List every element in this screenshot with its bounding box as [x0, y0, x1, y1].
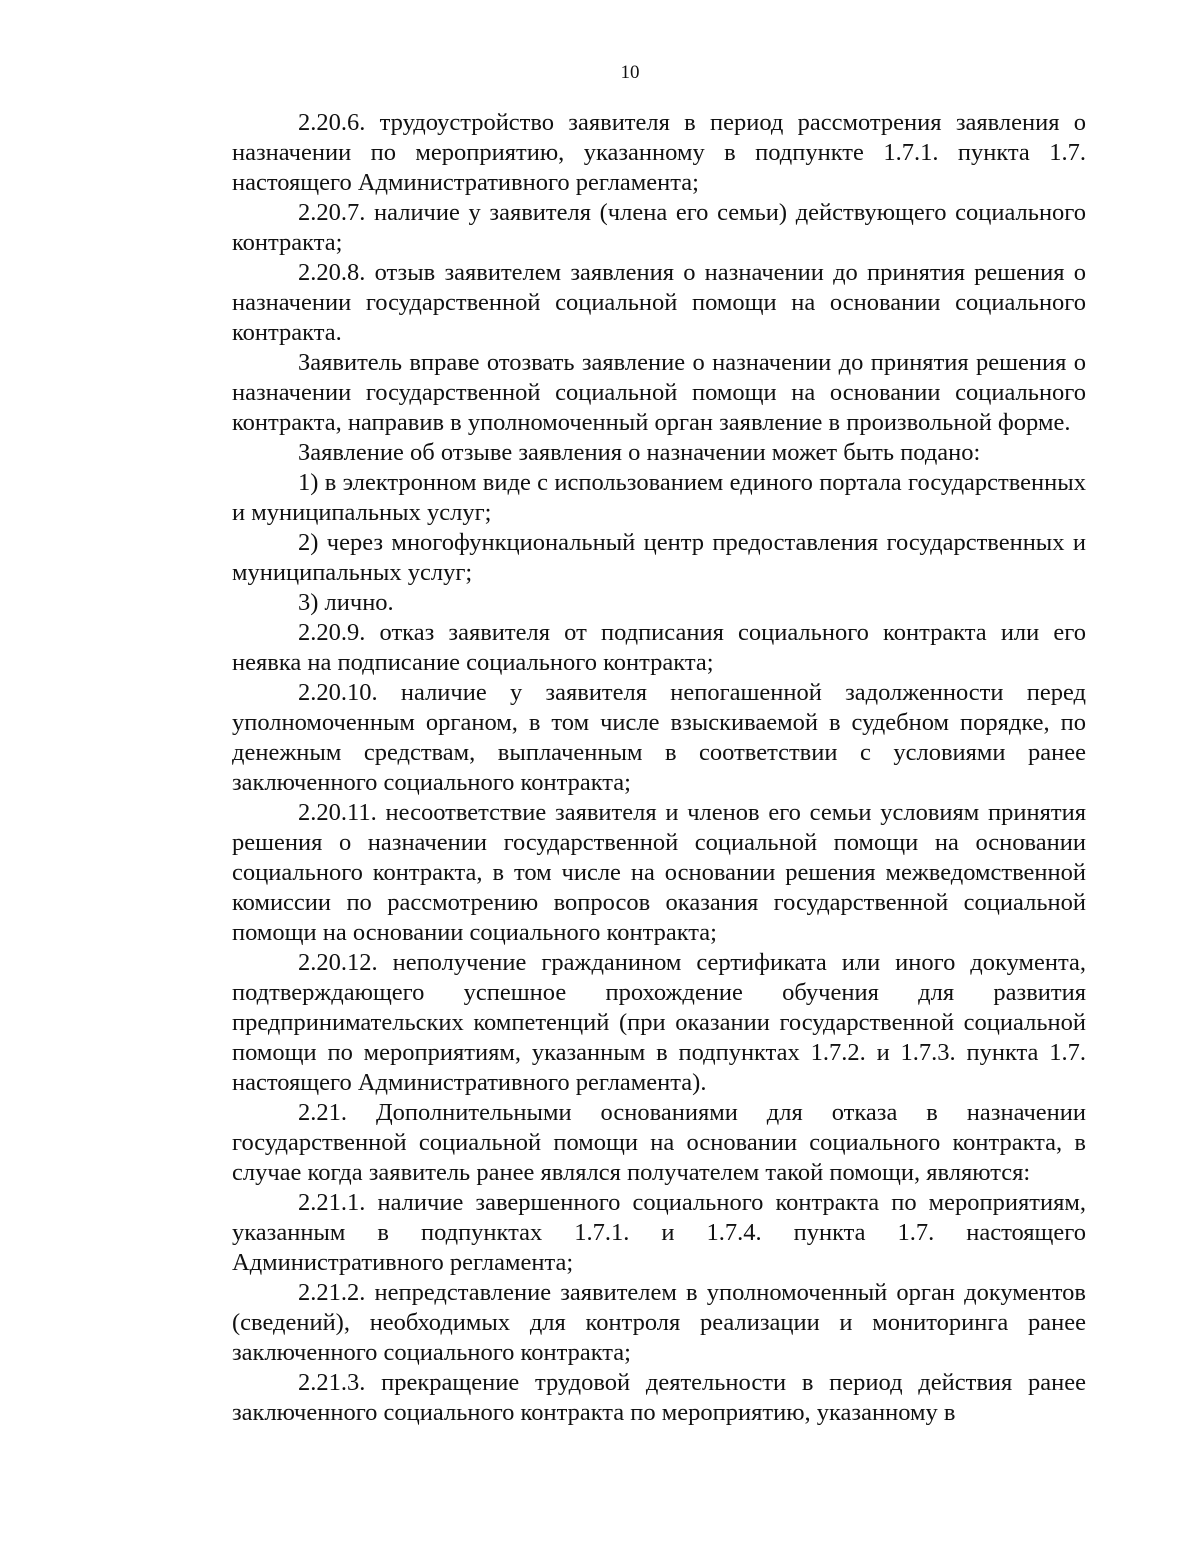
paragraph-2-20-12: 2.20.12. неполучение гражданином сертификата или иного документа, подтверждающего успешное прохождение обучения для развития предпринимательских компетенций (при оказании государственной социальной помощи по мероприятиям, указанным в подпунктах 1.7.2. и 1.7.3. пункта 1.7. настоящего Административного регламента).	[232, 949, 1086, 1096]
paragraph-2-21-3: 2.21.3. прекращение трудовой деятельности в период действия ранее заключенного социального контракта по мероприятию, указанному в	[232, 1369, 1086, 1426]
paragraph-2-20-7: 2.20.7. наличие у заявителя (члена его семьи) действующего социального контракта;	[232, 199, 1086, 256]
list-item-in-person: 3) лично.	[298, 589, 394, 616]
document-body	[232, 108, 1086, 1428]
paragraph-withdrawal-right: Заявитель вправе отозвать заявление о назначении до принятия решения о назначении государственной социальной помощи на основании социального контракта, направив в уполномоченный орган заявление в произвольной форме.	[232, 349, 1086, 436]
paragraph-2-20-11: 2.20.11. несоответствие заявителя и членов его семьи условиям принятия решения о назначении государственной социальной помощи на основании социального контракта, в том числе на основании решения межведомственной комиссии по рассмотрению вопросов оказания государственной социальной помощи на основании социального контракта;	[232, 799, 1086, 946]
paragraph-2-20-6: 2.20.6. трудоустройство заявителя в период рассмотрения заявления о назначении по мероприятию, указанному в подпункте 1.7.1. пункта 1.7. настоящего Административного регламента;	[232, 109, 1086, 196]
list-item-mfc: 2) через многофункциональный центр предоставления государственных и муниципальных услуг;	[232, 529, 1086, 586]
page-number: 10	[620, 62, 640, 83]
paragraph-withdrawal-methods: Заявление об отзыве заявления о назначении может быть подано:	[298, 439, 981, 466]
paragraph-2-20-8: 2.20.8. отзыв заявителем заявления о назначении до принятия решения о назначении государственной социальной помощи на основании социального контракта.	[232, 259, 1086, 346]
paragraph-2-21-1: 2.21.1. наличие завершенного социального контракта по мероприятиям, указанным в подпунктах 1.7.1. и 1.7.4. пункта 1.7. настоящего Административного регламента;	[232, 1189, 1086, 1276]
paragraph-2-21: 2.21. Дополнительными основаниями для отказа в назначении государственной социальной помощи на основании социального контракта, в случае когда заявитель ранее являлся получателем такой помощи, являются:	[232, 1099, 1086, 1186]
list-item-electronic: 1) в электронном виде с использованием единого портала государственных и муниципальных услуг;	[232, 469, 1086, 526]
paragraph-2-20-10: 2.20.10. наличие у заявителя непогашенной задолженности перед уполномоченным органом, в том числе взыскиваемой в судебном порядке, по денежным средствам, выплаченным в соответствии с условиями ранее заключенного социального контракта;	[232, 679, 1086, 796]
paragraph-2-21-2: 2.21.2. непредставление заявителем в уполномоченный орган документов (сведений), необходимых для контроля реализации и мониторинга ранее заключенного социального контракта;	[232, 1279, 1086, 1366]
paragraph-2-20-9: 2.20.9. отказ заявителя от подписания социального контракта или его неявка на подписание социального контракта;	[232, 619, 1086, 676]
